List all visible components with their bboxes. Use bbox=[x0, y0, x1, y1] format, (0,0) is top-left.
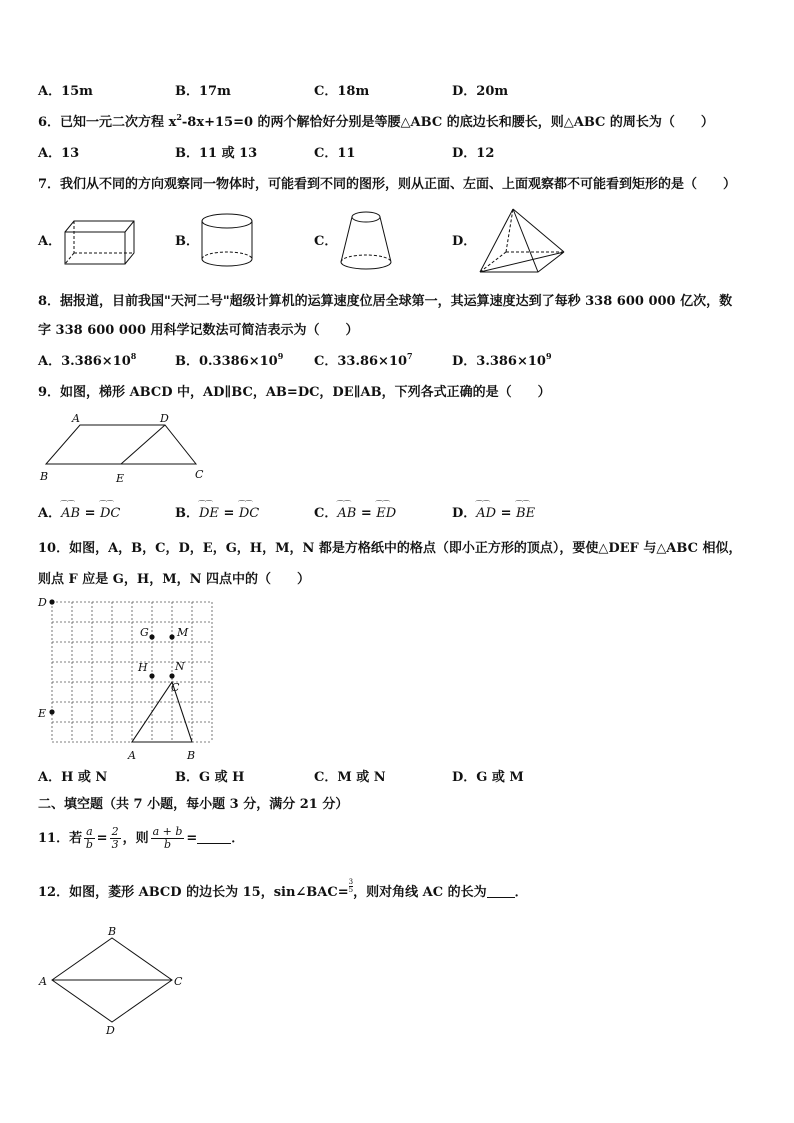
q8-option-b: B．$0.3386\times 10^9$ bbox=[175, 351, 284, 369]
cuboid-figure bbox=[60, 212, 140, 270]
q5-option-c: C．18m bbox=[314, 84, 370, 99]
q10-option-d: D．G 或 M bbox=[452, 770, 524, 785]
q9-option-b: B．⌒⌒ DE = ⌒⌒ DC bbox=[175, 506, 259, 522]
q5-option-b: B．17m bbox=[175, 84, 231, 99]
point-e bbox=[49, 709, 54, 714]
triangle-abc bbox=[132, 682, 192, 742]
q8-stem-line1: 8．据报道，目前我国"天河二号"超级计算机的运算速度位居全球第一，其运算速度达到了每秒 338 600 000 亿次，数 bbox=[38, 294, 733, 309]
q8-option-d: D．$3.386\times 10^9$ bbox=[452, 351, 552, 369]
pyramid-figure bbox=[474, 206, 570, 276]
grid-label-e: E bbox=[38, 707, 47, 720]
rhombus-label-a: A bbox=[39, 975, 47, 988]
q8-stem-line2: 字 338 600 000 用科学记数法可简洁表示为（ ） bbox=[38, 323, 359, 338]
q6-option-b: B．11 或 13 bbox=[175, 146, 258, 161]
q9-option-d: D．⌒⌒ AD = ⌒⌒ BE bbox=[452, 506, 535, 522]
point-n bbox=[169, 673, 174, 678]
q10-stem-line2: 则点 F 应是 G，H，M，N 四点中的（ ） bbox=[38, 572, 310, 587]
grid-label-n: N bbox=[175, 660, 185, 673]
q8-option-c: C．$33.86\times 10^7$ bbox=[314, 351, 413, 369]
q10-option-b: B．G 或 H bbox=[175, 770, 245, 785]
q7-stem: 7．我们从不同的方向观察同一物体时，可能看到不同的图形，则从正面、左面、上面观察都不可能看到矩形的是（ ） bbox=[38, 177, 737, 192]
q6-option-d: D．12 bbox=[452, 146, 495, 161]
rhombus-label-b: B bbox=[108, 925, 117, 938]
q7-label-a: A． bbox=[38, 234, 62, 249]
trapezoid-label-d: D bbox=[160, 412, 169, 425]
q10-option-a: A．H 或 N bbox=[38, 770, 108, 785]
rhombus-label-d: D bbox=[106, 1024, 115, 1037]
grid-label-a: A bbox=[128, 749, 136, 762]
grid-label-h: H bbox=[138, 661, 148, 674]
q10-stem-line1: 10．如图，A，B，C，D，E，G，H，M，N 都是方格纸中的格点（即小正方形的顶点），要使△DEF 与△ABC 相似， bbox=[38, 541, 742, 556]
q7-label-d: D． bbox=[452, 234, 477, 249]
grid-label-m: M bbox=[177, 626, 189, 639]
grid-figure bbox=[36, 592, 216, 766]
rhombus-figure bbox=[36, 920, 196, 1038]
q7-label-c: C． bbox=[314, 234, 338, 249]
section-heading: 二、填空题（共 7 小题，每小题 3 分，满分 21 分） bbox=[38, 797, 349, 812]
grid-label-d: D bbox=[38, 596, 47, 609]
point-h bbox=[149, 673, 154, 678]
q5-option-d: D．20m bbox=[452, 84, 509, 99]
point-m bbox=[169, 634, 174, 639]
q11-answer-blank bbox=[197, 832, 231, 844]
grid-label-c: C bbox=[171, 681, 180, 694]
q12-answer-blank bbox=[487, 886, 515, 898]
q7-label-b: B． bbox=[175, 234, 199, 249]
cylinder-figure bbox=[196, 210, 260, 272]
trapezoid-label-c: C bbox=[195, 468, 204, 481]
q6-option-c: C．11 bbox=[314, 146, 356, 161]
q9-option-c: C．⌒⌒ AB = ⌒⌒ ED bbox=[314, 506, 396, 522]
q5-option-a: A．15m bbox=[38, 84, 93, 99]
trapezoid-figure bbox=[36, 408, 216, 488]
point-g bbox=[149, 634, 154, 639]
trapezoid-label-a: A bbox=[72, 412, 80, 425]
q9-stem: 9．如图，梯形 ABCD 中，AD∥BC，AB=DC，DE∥AB，下列各式正确的是（ ） bbox=[38, 385, 551, 400]
grid-label-g: G bbox=[140, 626, 149, 639]
q12-stem: 12．如图，菱形 ABCD 的边长为 15，sin∠BAC= $\frac{3}{5}$ ，则对角线 AC 的长为 ． bbox=[38, 878, 528, 900]
frustum-figure bbox=[336, 208, 400, 274]
grid-label-b: B bbox=[187, 749, 196, 762]
q9-option-a: A．⌒⌒ AB = ⌒⌒ DC bbox=[38, 506, 120, 522]
q11-stem: 11．若 $\frac{a}{b}$ = $\frac{2}{3}$ ，则 $\frac{a + b}{b}$ = ． bbox=[38, 825, 245, 851]
q6-stem: 6．已知一元二次方程 $x^2-8x+15=0$ 的两个解恰好分别是等腰△ABC 的底边长和腰长，则△ABC 的周长为（ ） bbox=[38, 112, 714, 130]
rhombus-label-c: C bbox=[174, 975, 183, 988]
q10-option-c: C．M 或 N bbox=[314, 770, 386, 785]
q8-option-a: A．$3.386\times 10^8$ bbox=[38, 351, 137, 369]
trapezoid-label-b: B bbox=[40, 470, 49, 483]
q6-option-a: A．13 bbox=[38, 146, 80, 161]
point-d bbox=[49, 599, 54, 604]
trapezoid-label-e: E bbox=[116, 472, 125, 485]
